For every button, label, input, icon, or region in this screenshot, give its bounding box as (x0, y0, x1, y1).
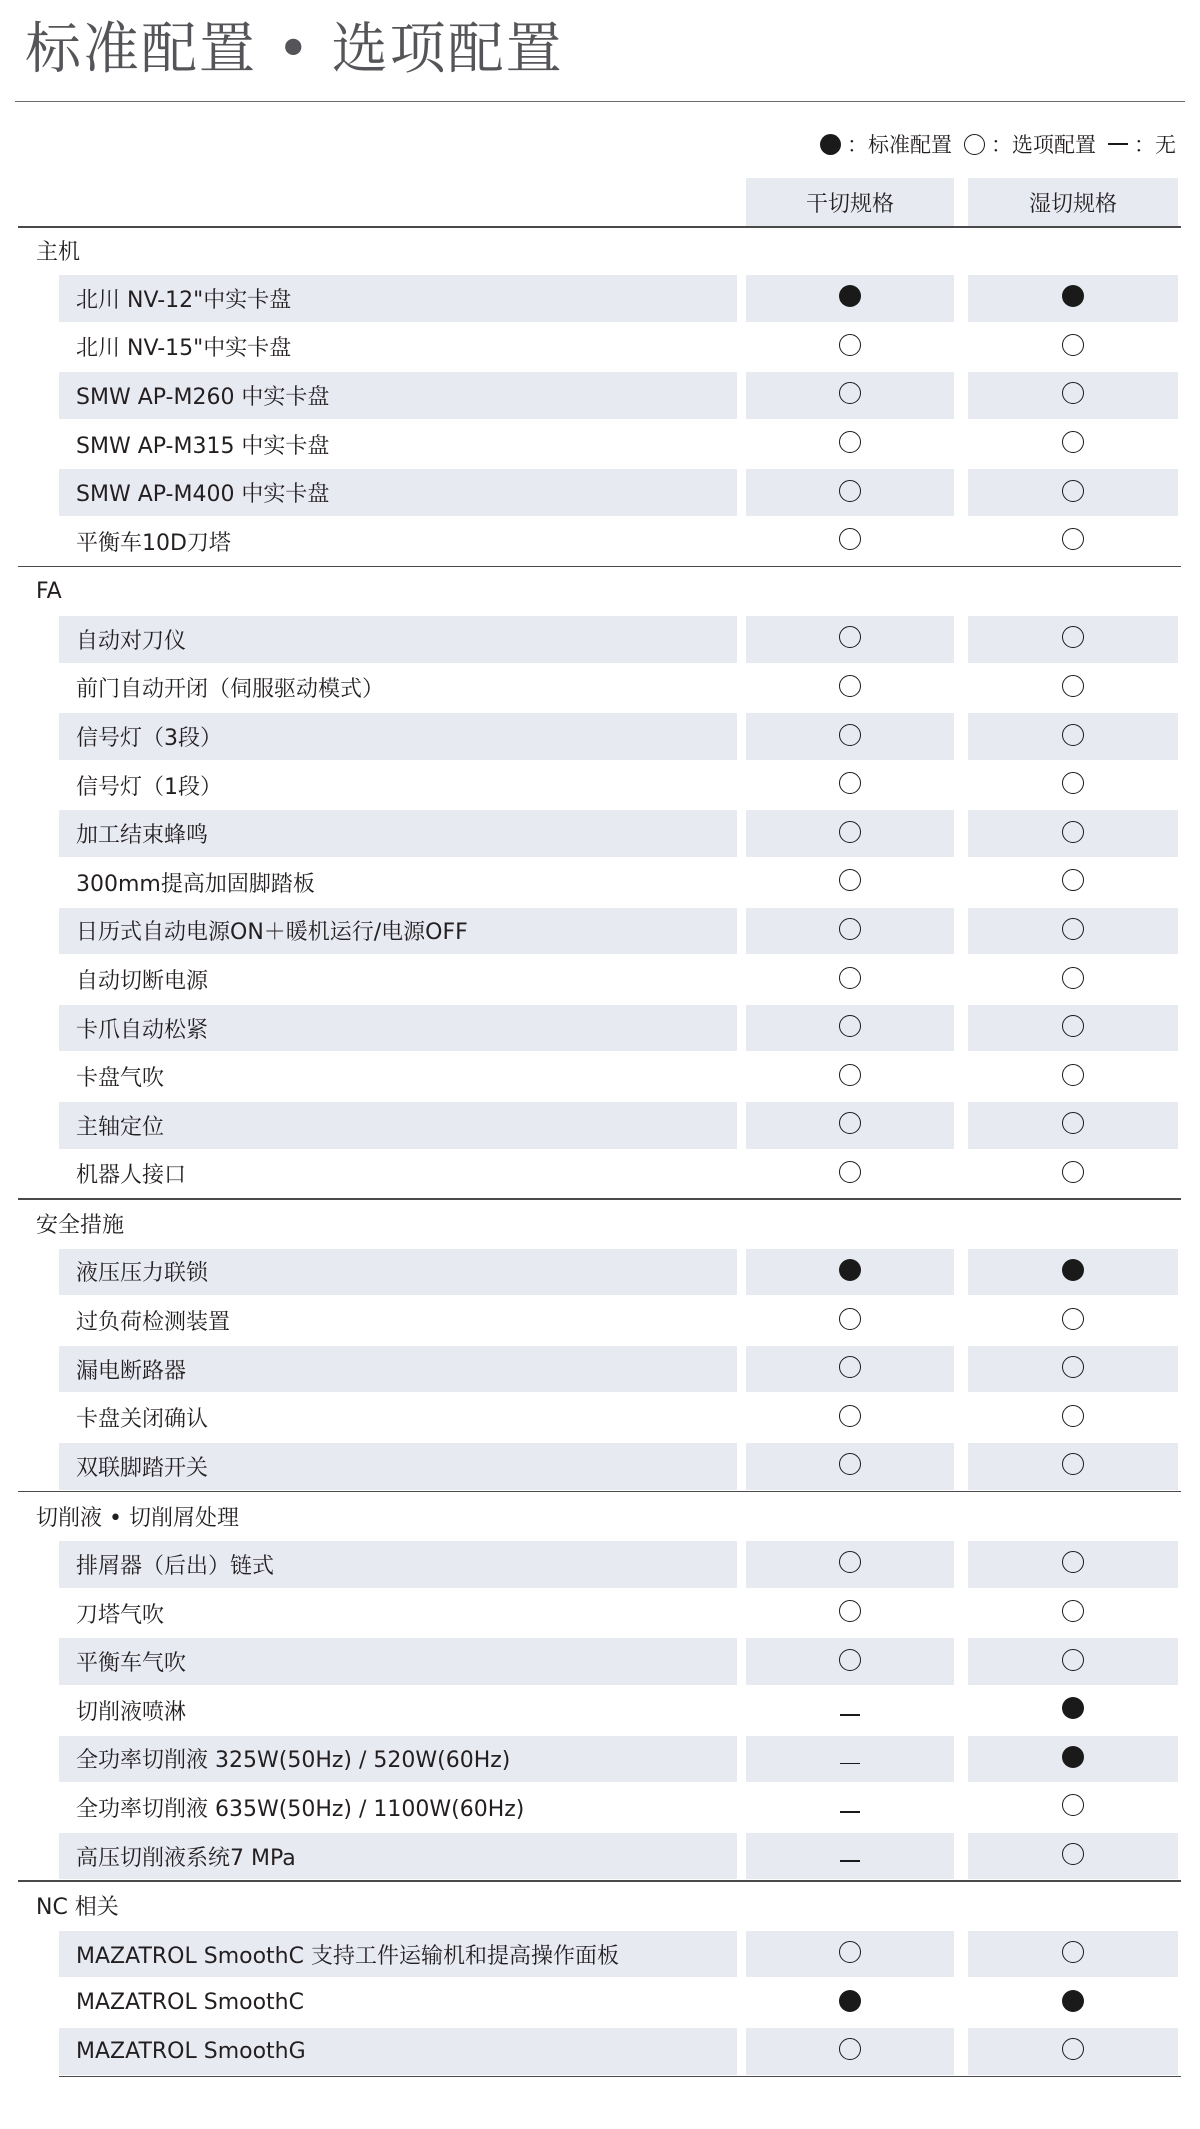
wet-spec-cell (968, 1296, 1178, 1345)
row-label: MAZATROL SmoothC 支持工件运输机和提高操作面板 (59, 1931, 737, 1978)
legend-standard-label: ：标准配置 (847, 133, 952, 157)
filled-circle-icon (839, 1259, 861, 1285)
open-circle-icon (839, 1405, 861, 1431)
section-title: FA (36, 578, 62, 604)
wet-spec-cell (968, 908, 1178, 955)
dry-spec-cell (746, 1005, 954, 1052)
wet-spec-cell (968, 858, 1178, 907)
open-circle-icon (839, 382, 861, 408)
section-title: NC 相关 (36, 1895, 119, 1921)
table-row (18, 1052, 1181, 1101)
wet-spec-cell (968, 761, 1178, 810)
dry-spec-cell (746, 469, 954, 516)
row-label: 卡爪自动松紧 (59, 1005, 737, 1052)
wet-spec-cell (968, 1346, 1178, 1393)
dry-spec-cell (746, 1346, 954, 1393)
table-row (18, 1686, 1181, 1735)
dash-icon (840, 1798, 860, 1817)
open-circle-icon (839, 1551, 861, 1577)
open-circle-icon (1062, 1356, 1084, 1382)
table-section (18, 1882, 1181, 2077)
open-circle-icon (1062, 1161, 1084, 1187)
table-row (18, 955, 1181, 1004)
row-label: 平衡车10D刀塔 (76, 530, 231, 556)
dry-spec-cell (746, 616, 954, 663)
open-circle-icon (964, 134, 985, 155)
open-circle-icon (839, 480, 861, 506)
table-row (18, 615, 1181, 664)
dry-spec-cell (746, 1249, 954, 1296)
dry-spec-cell (746, 1052, 954, 1101)
row-label: 双联脚踏开关 (59, 1443, 737, 1490)
legend (808, 128, 1176, 160)
open-circle-icon (1062, 1112, 1084, 1138)
wet-spec-cell (968, 955, 1178, 1004)
wet-spec-cell (968, 1736, 1178, 1783)
open-circle-icon (1062, 1308, 1084, 1334)
row-label: 日历式自动电源ON＋暖机运行/电源OFF (59, 908, 737, 955)
dry-spec-cell (746, 1393, 954, 1442)
open-circle-icon (839, 1064, 861, 1090)
open-circle-icon (839, 918, 861, 944)
wet-spec-cell (968, 1443, 1178, 1490)
row-label: 全功率切削液 325W(50Hz) / 520W(60Hz) (59, 1736, 737, 1783)
wet-spec-cell (968, 372, 1178, 419)
row-label: 高压切削液系统7 MPa (59, 1833, 737, 1880)
dry-spec-cell (746, 1978, 954, 2027)
open-circle-icon (839, 1356, 861, 1382)
table-row (18, 371, 1181, 420)
open-circle-icon (839, 626, 861, 652)
dry-spec-cell (746, 1541, 954, 1588)
dry-spec-cell (746, 372, 954, 419)
row-label: 信号灯（1段） (76, 774, 222, 800)
row-label: 卡盘气吹 (76, 1066, 165, 1092)
open-circle-icon (1062, 1794, 1084, 1820)
row-label: 加工结束蜂鸣 (59, 810, 737, 857)
wet-spec-cell (968, 1005, 1178, 1052)
table-row (18, 1589, 1181, 1638)
open-circle-icon (839, 724, 861, 750)
wet-spec-cell (968, 1052, 1178, 1101)
table-row (18, 712, 1181, 761)
wet-spec-cell (968, 616, 1178, 663)
table-row (18, 517, 1181, 566)
column-header-dry: 干切规格 (746, 178, 954, 226)
open-circle-icon (839, 1015, 861, 1041)
table-row (18, 1540, 1181, 1589)
open-circle-icon (1062, 1551, 1084, 1577)
section-title: 安全措施 (36, 1213, 125, 1239)
open-circle-icon (839, 821, 861, 847)
table-row (18, 1296, 1181, 1345)
wet-spec-cell (968, 713, 1178, 760)
open-circle-icon (839, 2038, 861, 2064)
open-circle-icon (839, 1308, 861, 1334)
dry-spec-cell (746, 955, 954, 1004)
row-label: MAZATROL SmoothG (59, 2028, 737, 2075)
wet-spec-cell (968, 664, 1178, 713)
filled-circle-icon (1062, 1990, 1084, 2016)
wet-spec-cell (968, 1102, 1178, 1149)
wet-spec-cell (968, 2028, 1178, 2075)
table-row (18, 468, 1181, 517)
table-row (18, 858, 1181, 907)
open-circle-icon (1062, 967, 1084, 993)
table-row (18, 1150, 1181, 1199)
wet-spec-cell (968, 1541, 1178, 1588)
dry-spec-cell (746, 810, 954, 857)
dry-spec-cell (746, 908, 954, 955)
wet-spec-cell (968, 469, 1178, 516)
wet-spec-cell (968, 1978, 1178, 2027)
open-circle-icon (1062, 869, 1084, 895)
filled-circle-icon (1062, 1259, 1084, 1285)
open-circle-icon (1062, 1649, 1084, 1675)
open-circle-icon (1062, 480, 1084, 506)
filled-circle-icon (820, 134, 841, 155)
table-section (18, 226, 1181, 567)
dry-spec-cell (746, 2028, 954, 2075)
open-circle-icon (1062, 1405, 1084, 1431)
open-circle-icon (839, 1161, 861, 1187)
dry-spec-cell (746, 1638, 954, 1685)
filled-circle-icon (839, 285, 861, 311)
wet-spec-cell (968, 1393, 1178, 1442)
table-row (18, 1101, 1181, 1150)
open-circle-icon (1062, 1064, 1084, 1090)
dash-icon (840, 1847, 860, 1866)
dry-spec-cell (746, 1783, 954, 1832)
open-circle-icon (839, 334, 861, 360)
column-header-wet: 湿切规格 (968, 178, 1178, 226)
row-label: SMW AP-M315 中实卡盘 (76, 433, 330, 459)
dry-spec-cell (746, 420, 954, 469)
wet-spec-cell (968, 1686, 1178, 1735)
legend-none (1108, 129, 1176, 159)
dry-spec-cell (746, 1736, 954, 1783)
page-title: 标准配置 • 选项配置 (25, 17, 564, 82)
table-row (18, 907, 1181, 956)
open-circle-icon (1062, 1843, 1084, 1869)
column-header-row (18, 178, 1181, 226)
open-circle-icon (1062, 2038, 1084, 2064)
table-body (18, 226, 1181, 2077)
row-label: 信号灯（3段） (59, 713, 737, 760)
table-row (18, 1832, 1181, 1881)
wet-spec-cell (968, 1783, 1178, 1832)
dash-icon (840, 1749, 860, 1768)
table-row (18, 761, 1181, 810)
wet-spec-cell (968, 323, 1178, 372)
table-row (18, 1345, 1181, 1394)
open-circle-icon (1062, 334, 1084, 360)
row-label: 自动对刀仪 (59, 616, 737, 663)
table-row (18, 1735, 1181, 1784)
open-circle-icon (1062, 528, 1084, 554)
legend-standard (820, 129, 952, 159)
open-circle-icon (839, 869, 861, 895)
dry-spec-cell (746, 1931, 954, 1978)
open-circle-icon (839, 1600, 861, 1626)
section-divider (59, 2076, 1181, 2078)
table-row (18, 664, 1181, 713)
dry-spec-cell (746, 664, 954, 713)
wet-spec-cell (968, 1931, 1178, 1978)
row-label: SMW AP-M400 中实卡盘 (59, 469, 737, 516)
wet-spec-cell (968, 420, 1178, 469)
open-circle-icon (839, 1941, 861, 1967)
filled-circle-icon (1062, 1697, 1084, 1723)
wet-spec-cell (968, 1638, 1178, 1685)
row-label: 漏电断路器 (59, 1346, 737, 1393)
table-section (18, 1492, 1181, 1882)
row-label: 机器人接口 (76, 1163, 187, 1189)
row-label: 北川 NV-12"中实卡盘 (59, 275, 737, 322)
dry-spec-cell (746, 1686, 954, 1735)
legend-option-label: ：选项配置 (991, 133, 1096, 157)
dry-spec-cell (746, 713, 954, 760)
table-row (18, 1783, 1181, 1832)
dash-icon (1108, 143, 1128, 145)
open-circle-icon (1062, 772, 1084, 798)
open-circle-icon (839, 1112, 861, 1138)
open-circle-icon (1062, 918, 1084, 944)
row-label: 刀塔气吹 (76, 1602, 165, 1628)
open-circle-icon (1062, 1600, 1084, 1626)
open-circle-icon (1062, 382, 1084, 408)
open-circle-icon (839, 772, 861, 798)
row-label: 300mm提高加固脚踏板 (76, 871, 315, 897)
row-label: 全功率切削液 635W(50Hz) / 1100W(60Hz) (76, 1796, 525, 1822)
open-circle-icon (1062, 431, 1084, 457)
filled-circle-icon (1062, 285, 1084, 311)
row-label: 过负荷检测装置 (76, 1310, 231, 1336)
open-circle-icon (1062, 626, 1084, 652)
row-label: 前门自动开闭（伺服驱动模式） (76, 677, 385, 703)
open-circle-icon (1062, 724, 1084, 750)
spec-table (18, 178, 1181, 2077)
row-label: 北川 NV-15"中实卡盘 (76, 336, 292, 362)
wet-spec-cell (968, 1833, 1178, 1880)
dry-spec-cell (746, 858, 954, 907)
table-row (18, 809, 1181, 858)
section-title: 主机 (36, 239, 81, 265)
row-label: 液压压力联锁 (59, 1249, 737, 1296)
dry-spec-cell (746, 1150, 954, 1199)
dry-spec-cell (746, 275, 954, 322)
table-row (18, 1004, 1181, 1053)
dry-spec-cell (746, 1102, 954, 1149)
row-label: 排屑器（后出）链式 (59, 1541, 737, 1588)
table-row (18, 1248, 1181, 1297)
table-section (18, 1200, 1181, 1492)
wet-spec-cell (968, 1589, 1178, 1638)
open-circle-icon (1062, 821, 1084, 847)
open-circle-icon (1062, 675, 1084, 701)
table-row (18, 2027, 1181, 2076)
table-row (18, 1930, 1181, 1979)
open-circle-icon (1062, 1015, 1084, 1041)
wet-spec-cell (968, 1249, 1178, 1296)
wet-spec-cell (968, 810, 1178, 857)
dry-spec-cell (746, 1443, 954, 1490)
dry-spec-cell (746, 761, 954, 810)
row-label: 自动切断电源 (76, 969, 209, 995)
dry-spec-cell (746, 1833, 954, 1880)
open-circle-icon (839, 528, 861, 554)
wet-spec-cell (968, 275, 1178, 322)
dry-spec-cell (746, 517, 954, 566)
filled-circle-icon (839, 1990, 861, 2016)
legend-option (964, 129, 1096, 159)
row-label: 平衡车气吹 (59, 1638, 737, 1685)
row-label: 主轴定位 (59, 1102, 737, 1149)
table-row (18, 1978, 1181, 2027)
row-label: SMW AP-M260 中实卡盘 (59, 372, 737, 419)
open-circle-icon (1062, 1453, 1084, 1479)
table-row (18, 1442, 1181, 1491)
dash-icon (840, 1701, 860, 1720)
table-row (18, 274, 1181, 323)
legend-none-label: ：无 (1134, 133, 1176, 157)
filled-circle-icon (1062, 1746, 1084, 1772)
dry-spec-cell (746, 1296, 954, 1345)
section-title: 切削液 • 切削屑处理 (36, 1505, 239, 1531)
title-divider (15, 101, 1185, 102)
open-circle-icon (839, 1649, 861, 1675)
open-circle-icon (839, 675, 861, 701)
table-row (18, 420, 1181, 469)
row-label: 卡盘关闭确认 (76, 1407, 209, 1433)
open-circle-icon (1062, 1941, 1084, 1967)
row-label: MAZATROL SmoothC (76, 1990, 304, 2016)
dry-spec-cell (746, 323, 954, 372)
table-section (18, 567, 1181, 1200)
wet-spec-cell (968, 1150, 1178, 1199)
dry-spec-cell (746, 1589, 954, 1638)
table-row (18, 323, 1181, 372)
open-circle-icon (839, 967, 861, 993)
table-row (18, 1393, 1181, 1442)
table-row (18, 1637, 1181, 1686)
row-label: 切削液喷淋 (76, 1699, 187, 1725)
open-circle-icon (839, 431, 861, 457)
open-circle-icon (839, 1453, 861, 1479)
wet-spec-cell (968, 517, 1178, 566)
